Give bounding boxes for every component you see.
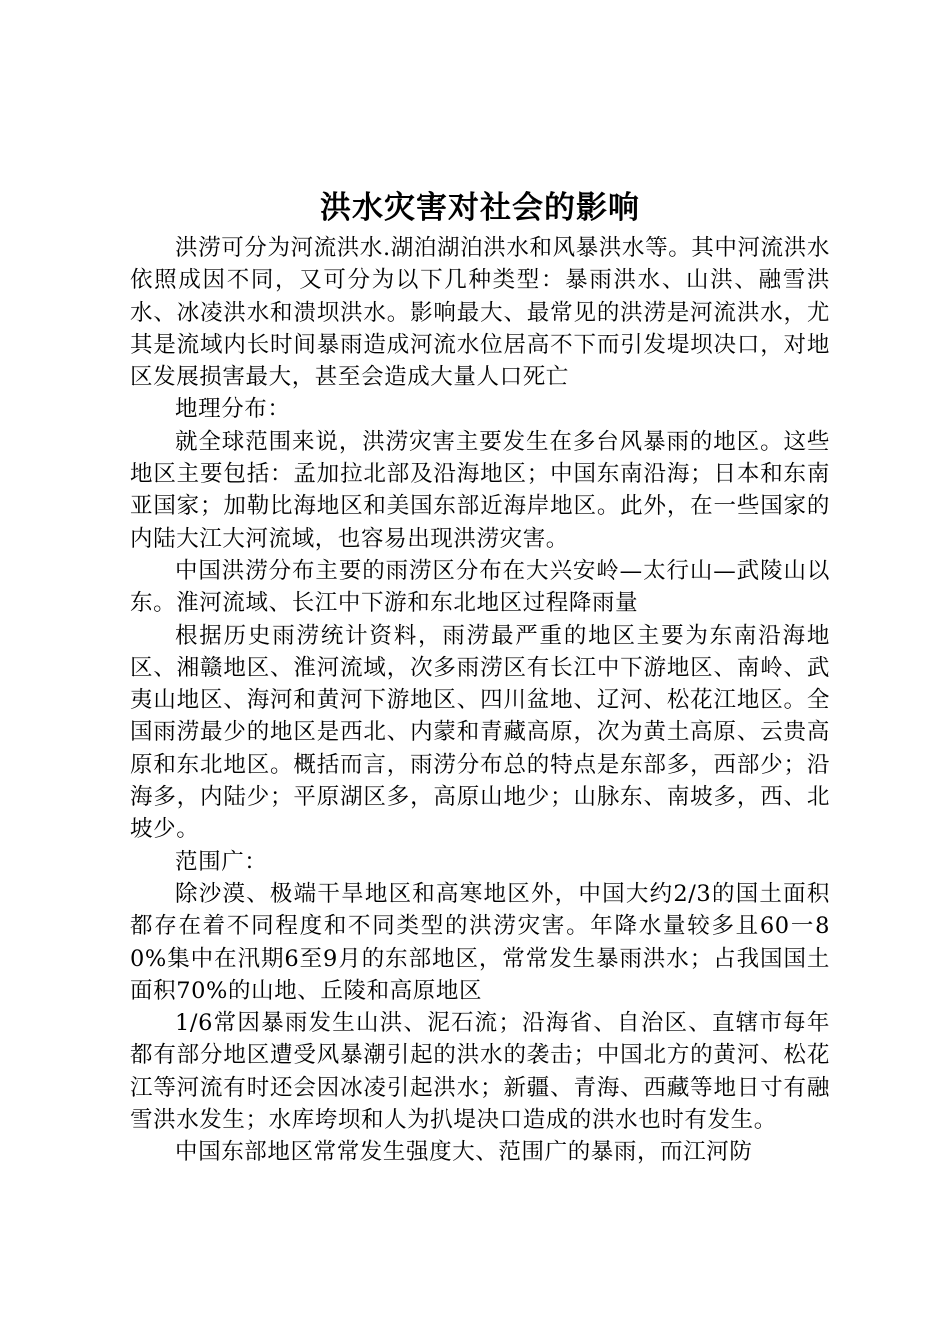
paragraph-global: 就全球范围来说，洪涝灾害主要发生在多台风暴雨的地区。这些地区主要包括：孟加拉北部及沿海地区；中国东南沿海；日本和东南亚国家；加勒比海地区和美国东部近海岸地区。此外，在一些国家的内陆大江大河流域，也容易出现洪涝灾害。 xyxy=(130,428,830,552)
document-page xyxy=(130,0,830,1344)
paragraph-east-china: 中国东部地区常常发生强度大、范围广的暴雨，而江河防 xyxy=(175,1139,753,1166)
paragraph-scope-heading: 范围广： xyxy=(175,848,268,875)
paragraph-history: 根据历史雨涝统计资料，雨涝最严重的地区主要为东南沿海地区、湘赣地区、淮河流域，次多雨涝区有长江中下游地区、南岭、武夷山地区、海河和黄河下游地区、四川盆地、辽河、松花江地区。全国雨涝最少的地区是西北、内蒙和青藏高原，次为黄土高原、云贵高原和东北地区。概括而言，雨涝分布总的特点是东部多，西部少；沿海多，内陆少；平原湖区多，高原山地少；山脉东、南坡多，西、北坡少。 xyxy=(130,622,830,843)
paragraph-mountain-floods: 1/6常因暴雨发生山洪、泥石流；沿海省、自治区、直辖市每年都有部分地区遭受风暴潮引起的洪水的袭击；中国北方的黄河、松花江等河流有时还会因冰凌引起洪水；新疆、青海、西藏等地日寸有融雪洪水发生；水库垮坝和人为扒堤决口造成的洪水也时有发生。 xyxy=(130,1010,830,1134)
paragraph-geo-heading: 地理分布： xyxy=(175,396,291,423)
paragraph-intro: 洪涝可分为河流洪水.湖泊湖泊洪水和风暴洪水等。其中河流洪水依照成因不同，又可分为以下几种类型：暴雨洪水、山洪、融雪洪水、冰凌洪水和溃坝洪水。影响最大、最常见的洪涝是河流洪水，尤其是流域内长时间暴雨造成河流水位居高不下而引发堤坝决口，对地区发展损害最大，甚至会造成大量人口死亡 xyxy=(130,235,830,391)
paragraph-scope: 除沙漠、极端干旱地区和高寒地区外，中国大约2/3的国土面积都存在着不同程度和不同类型的洪涝灾害。年降水量较多且60一80%集中在汛期6至9月的东部地区，常常发生暴雨洪水；占我国国土面积70%的山地、丘陵和高原地区 xyxy=(130,880,830,1004)
paragraph-china-distribution: 中国洪涝分布主要的雨涝区分布在大兴安岭—太行山—武陵山以东。淮河流域、长江中下游和东北地区过程降雨量 xyxy=(130,557,830,617)
document-body xyxy=(130,232,830,1169)
document-title: 洪水灾害对社会的影响 xyxy=(320,190,640,226)
